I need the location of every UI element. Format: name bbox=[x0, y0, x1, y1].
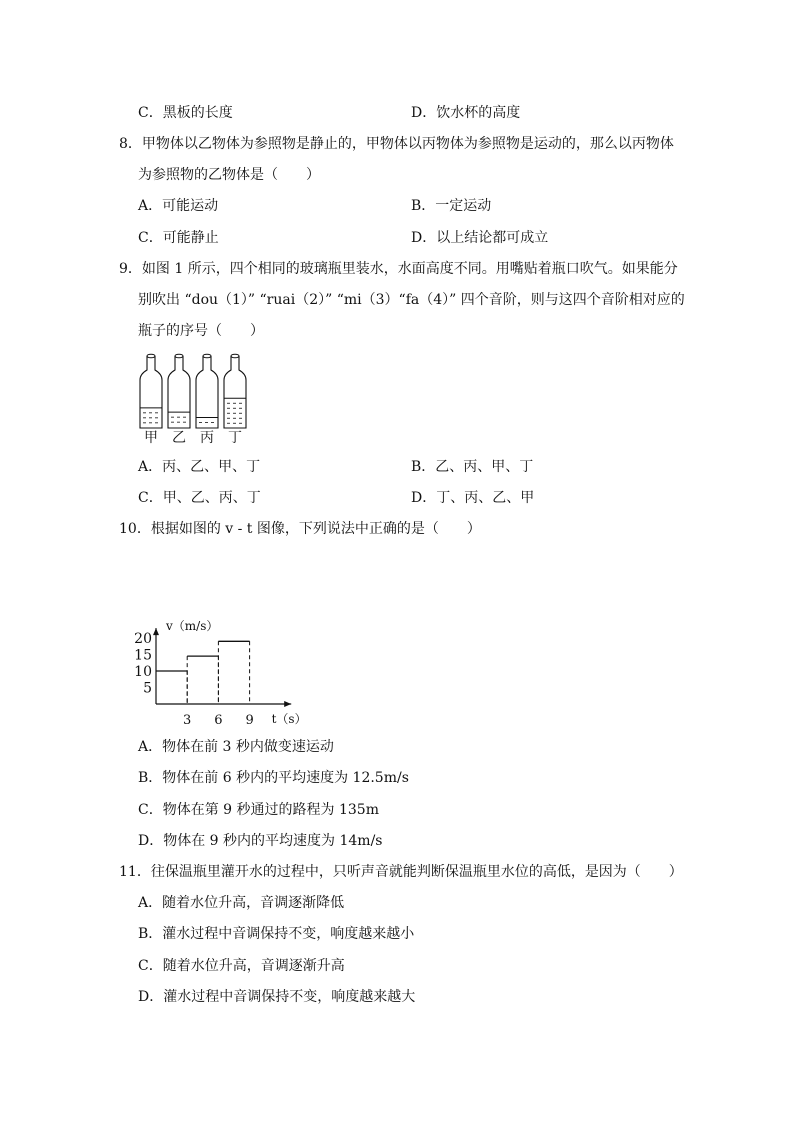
x-axis-arrow bbox=[284, 701, 291, 707]
bottle-label-2: 乙 bbox=[172, 430, 186, 446]
x-tick-6: 6 bbox=[214, 713, 223, 728]
bottles-figure bbox=[136, 350, 266, 446]
q10-stem: 10．根据如图的 v - t 图像，下列说法中正确的是（ ） bbox=[119, 521, 481, 537]
bottle-label-3: 丙 bbox=[200, 430, 214, 446]
y-tick-10: 10 bbox=[134, 664, 152, 680]
bottle-2 bbox=[168, 354, 190, 446]
y-tick-15: 15 bbox=[134, 647, 152, 664]
bottle-3 bbox=[196, 354, 218, 446]
q10-option-d: D．物体在 9 秒内的平均速度为 14m/s bbox=[138, 833, 383, 849]
q11-option-a: A．随着水位升高，音调逐渐降低 bbox=[138, 895, 345, 911]
q9-option-d: D．丁、丙、乙、甲 bbox=[411, 490, 535, 506]
q8-option-a: A．可能运动 bbox=[138, 198, 219, 214]
y-axis-arrow bbox=[153, 628, 159, 635]
q9-option-b: B．乙、丙、甲、丁 bbox=[411, 459, 534, 475]
q10-option-a: A．物体在前 3 秒内做变速运动 bbox=[138, 739, 334, 755]
x-tick-9: 9 bbox=[245, 713, 254, 728]
q7-option-d: D．饮水杯的高度 bbox=[411, 105, 521, 121]
q8-option-c: C．可能静止 bbox=[138, 230, 219, 246]
q11-option-c: C．随着水位升高，音调逐渐升高 bbox=[138, 958, 345, 974]
q11-option-d: D．灌水过程中音调保持不变，响度越来越大 bbox=[138, 989, 416, 1005]
q9-option-c: C．甲、乙、丙、丁 bbox=[138, 490, 261, 506]
q9-stem-line3: 瓶子的序号（ ） bbox=[138, 323, 264, 339]
q9-option-a: A．丙、乙、甲、丁 bbox=[138, 459, 261, 475]
q9-stem-line1: 9．如图 1 所示，四个相同的玻璃瓶里装水，水面高度不同。用嘴贴着瓶口吹气。如果能分 bbox=[119, 261, 678, 277]
q8-stem-line1: 8．甲物体以乙物体为参照物是静止的，甲物体以丙物体为参照物是运动的，那么以丙物体 bbox=[119, 136, 674, 152]
y-axis-label: v（m/s） bbox=[166, 619, 219, 634]
vt-chart bbox=[130, 542, 310, 732]
bottle-1 bbox=[140, 354, 162, 446]
y-tick-5: 5 bbox=[143, 680, 152, 697]
q11-option-b: B．灌水过程中音调保持不变，响度越来越小 bbox=[138, 926, 415, 942]
x-axis-label: t（s） bbox=[271, 712, 307, 726]
q8-option-d: D．以上结论都可成立 bbox=[411, 230, 549, 246]
q8-option-b: B．一定运动 bbox=[411, 198, 492, 214]
q9-stem-line2: 别吹出 “dou（1）” “ruai（2）” “mi（3）“fa（4）” 四个音阶，则与这四个音阶相对应的 bbox=[138, 292, 685, 308]
y-tick-20: 20 bbox=[134, 631, 152, 647]
bottle-label-4: 丁 bbox=[228, 430, 242, 446]
q11-stem: 11．往保温瓶里灌开水的过程中，只听声音就能判断保温瓶里水位的高低，是因为（ ） bbox=[119, 864, 683, 880]
q7-option-c: C．黑板的长度 bbox=[138, 105, 233, 121]
q10-option-c: C．物体在第 9 秒通过的路程为 135m bbox=[138, 802, 379, 818]
x-tick-3: 3 bbox=[183, 713, 192, 728]
q8-stem-line2: 为参照物的乙物体是（ ） bbox=[138, 167, 320, 183]
bottle-4 bbox=[224, 354, 246, 446]
bottle-label-1: 甲 bbox=[144, 430, 158, 446]
q10-option-b: B．物体在前 6 秒内的平均速度为 12.5m/s bbox=[138, 770, 409, 786]
